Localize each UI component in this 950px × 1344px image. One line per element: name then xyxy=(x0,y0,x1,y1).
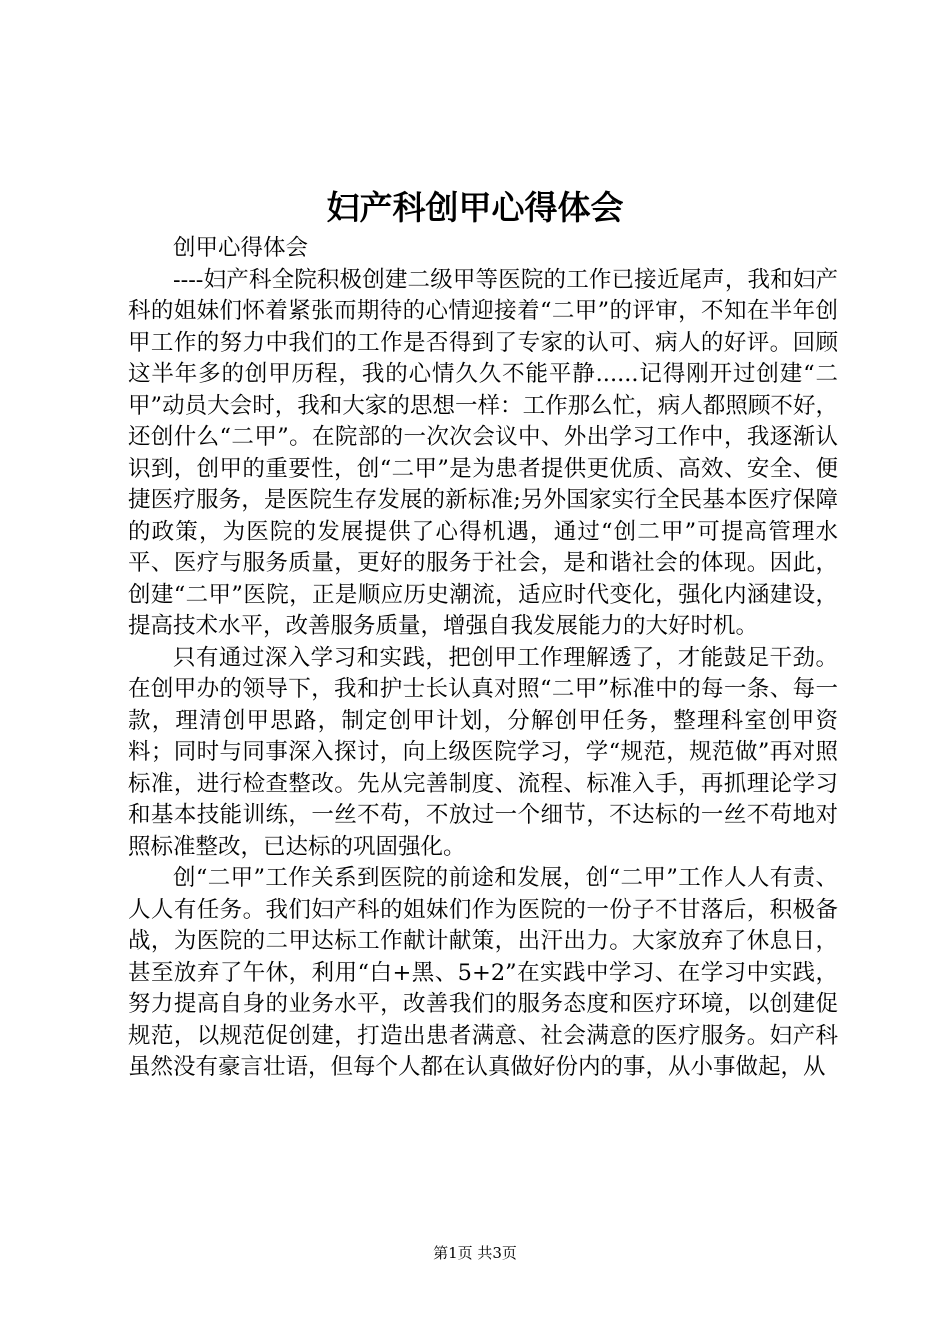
paragraph: 只有通过深入学习和实践，把创甲工作理解透了，才能鼓足干劲。在创甲办的领导下，我和护士长认真对照“二甲”标准中的每一条、每一款，理清创甲思路，制定创甲计划，分解创甲任务，整理科室创甲资料；同时与同事深入探讨，向上级医院学习，学“规范，规范做”再对照标准，进行检查整改。先从完善制度、流程、标准入手，再抓理论学习和基本技能训练，一丝不苟，不放过一个细节，不达标的一丝不苟地对照标准整改，已达标的巩固强化。 xyxy=(128,644,838,860)
page-footer: 第1页 共3页 xyxy=(433,1244,517,1262)
paragraph: ----妇产科全院积极创建二级甲等医院的工作已接近尾声，我和妇产科的姐妹们怀着紧张而期待的心情迎接着“二甲”的评审，不知在半年创甲工作的努力中我们的工作是否得到了专家的认可、病人的好评。回顾这半年多的创甲历程，我的心情久久不能平静......记得刚开过创建“二甲”动员大会时，我和大家的思想一样：工作那么忙，病人都照顾不好，还创什么“二甲”。在院部的一次次会议中、外出学习工作中，我逐渐认识到，创甲的重要性，创“二甲”是为患者提供更优质、高效、安全、便捷医疗服务，是医院生存发展的新标准;另外国家实行全民基本医疗保障的政策，为医院的发展提供了心得机遇，通过“创二甲”可提高管理水平、医疗与服务质量，更好的服务于社会，是和谐社会的体现。因此，创建“二甲”医院，正是顺应历史潮流，适应时代变化，强化内涵建设，提高技术水平，改善服务质量，增强自我发展能力的大好时机。 xyxy=(128,266,838,639)
document-title: 妇产科创甲心得体会 xyxy=(326,188,624,227)
document-body xyxy=(128,233,838,1084)
paragraph: 创“二甲”工作关系到医院的前途和发展，创“二甲”工作人人有责、人人有任务。我们妇产科的姐妹们作为医院的一份子不甘落后，积极备战，为医院的二甲达标工作献计献策，出汗出力。大家放弃了休息日，甚至放弃了午休，利用“白+黑、5+2”在实践中学习、在学习中实践，努力提高自身的业务水平，改善我们的服务态度和医疗环境，以创建促规范，以规范促创建，打造出患者满意、社会满意的医疗服务。妇产科虽然没有豪言壮语，但每个人都在认真做好份内的事，从小事做起，从 xyxy=(128,865,838,1080)
document-subtitle: 创甲心得体会 xyxy=(173,235,309,261)
